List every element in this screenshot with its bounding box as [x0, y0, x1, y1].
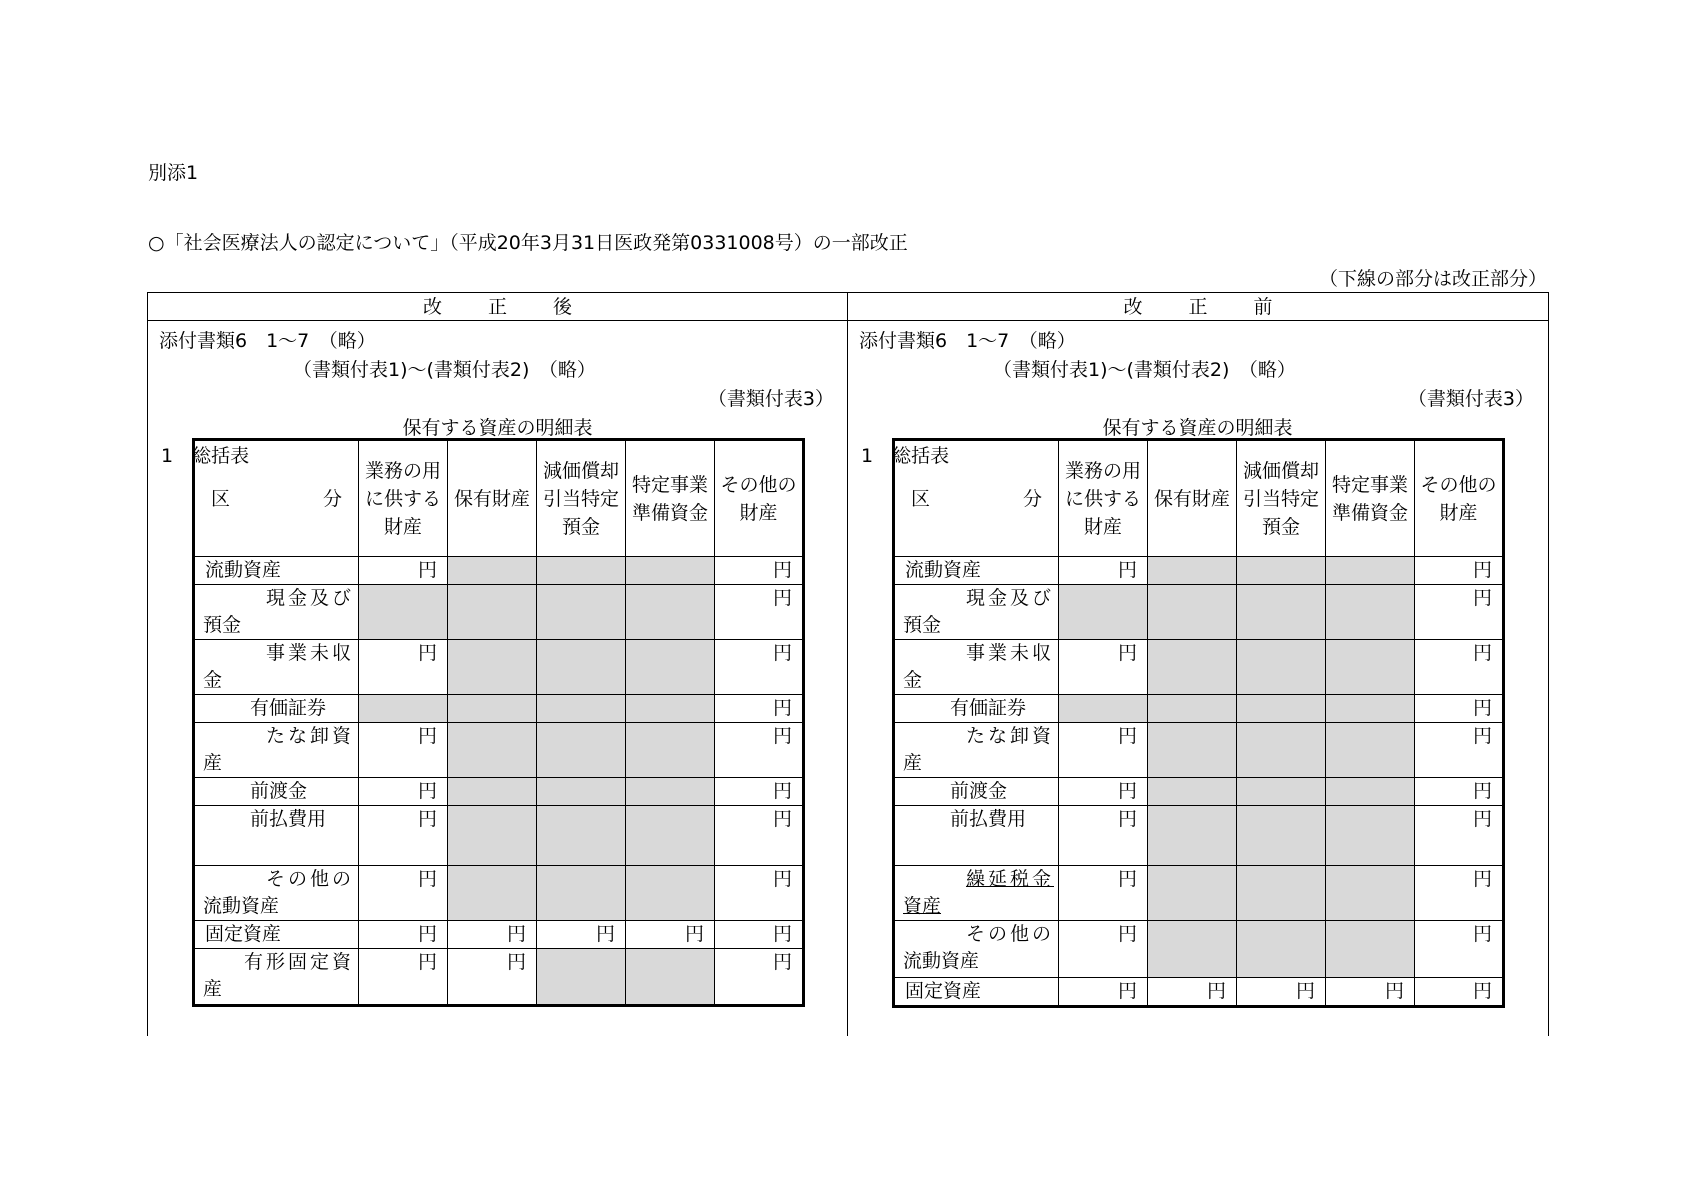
cell-shaded — [537, 723, 626, 778]
row-label-line2: 資産 — [903, 895, 942, 917]
cell-shaded — [448, 585, 537, 640]
section-heading: 1 総括表 — [861, 445, 950, 467]
form3-label: （書類付表3） — [707, 388, 834, 410]
table-row — [894, 557, 1504, 585]
col-kubun-2: 分 — [1022, 487, 1042, 510]
cell-shaded — [537, 695, 626, 723]
cell-shaded — [537, 778, 626, 806]
row-label-line2: 預金 — [203, 614, 242, 636]
row-label-line2: 産 — [903, 752, 923, 774]
col-kubun-1: 区 — [211, 487, 231, 510]
cell-shaded — [626, 778, 715, 806]
table-row — [194, 866, 804, 921]
cell-shaded — [1059, 695, 1148, 723]
cell: 円 — [1326, 978, 1415, 1007]
cell-shaded — [1148, 723, 1237, 778]
cell: 円 — [1415, 921, 1504, 978]
cell: 円 — [715, 557, 804, 585]
row-label-line2: 産 — [203, 752, 223, 774]
col-kubun-1: 区 — [911, 487, 931, 510]
cell-shaded — [1148, 778, 1237, 806]
cell: 円 — [715, 806, 804, 866]
row-label — [194, 723, 359, 778]
col-other-property: その他の財産 — [1415, 440, 1504, 557]
table-row — [894, 585, 1504, 640]
table-row — [194, 695, 804, 723]
cell-shaded — [448, 640, 537, 695]
header-row — [894, 440, 1504, 557]
col-special-reserve: 特定事業準備資金 — [626, 440, 715, 557]
cell: 円 — [715, 866, 804, 921]
table-row — [194, 557, 804, 585]
cell-shaded — [448, 723, 537, 778]
cell-shaded — [1326, 557, 1415, 585]
cell-shaded — [1237, 640, 1326, 695]
cell-shaded — [537, 640, 626, 695]
cell: 円 — [626, 921, 715, 949]
cell: 円 — [715, 723, 804, 778]
table-row — [194, 585, 804, 640]
cell-shaded — [626, 949, 715, 1006]
attachment-line: 添付書類6 1～7 （略） — [159, 330, 376, 352]
col-business-use: 業務の用に供する財産 — [359, 440, 448, 557]
cell-shaded — [537, 806, 626, 866]
cell: 円 — [1059, 640, 1148, 695]
col-business-use: 業務の用に供する財産 — [1059, 440, 1148, 557]
row-label-line1: たな卸資 — [965, 725, 1054, 747]
cell: 円 — [1415, 695, 1504, 723]
cell: 円 — [715, 695, 804, 723]
cell: 円 — [359, 949, 448, 1006]
row-label: 有価証券 — [894, 695, 1059, 723]
cell-shaded — [1326, 866, 1415, 921]
row-label: 前渡金 — [894, 778, 1059, 806]
row-label-line2: 産 — [203, 978, 223, 1000]
table-title: 保有する資産の明細表 — [1102, 417, 1293, 439]
cell: 円 — [1415, 866, 1504, 921]
attachment-line: 添付書類6 1～7 （略） — [859, 330, 1076, 352]
document-title: ○「社会医療法人の認定について」（平成20年3月31日医政発第0331008号）の一部改正 — [148, 232, 908, 254]
revision-note: （下線の部分は改正部分） — [1318, 268, 1547, 290]
cell-shaded — [1148, 921, 1237, 978]
cell-shaded — [1237, 778, 1326, 806]
cell-shaded — [1237, 866, 1326, 921]
row-label — [894, 640, 1059, 695]
cell: 円 — [715, 585, 804, 640]
col-other-property: その他の財産 — [715, 440, 804, 557]
cell-shaded — [448, 557, 537, 585]
row-label-line1: 事業未収 — [265, 642, 354, 664]
section-heading: 1 総括表 — [161, 445, 250, 467]
row-label-line1: たな卸資 — [265, 725, 354, 747]
row-label-line1: 事業未収 — [965, 642, 1054, 664]
cell: 円 — [1059, 806, 1148, 866]
cell-shaded — [448, 695, 537, 723]
row-label-line2: 預金 — [903, 614, 942, 636]
cell: 円 — [1415, 978, 1504, 1007]
cell: 円 — [359, 806, 448, 866]
row-label — [194, 640, 359, 695]
table-row — [194, 778, 804, 806]
row-label: 流動資産 — [194, 557, 359, 585]
cell-shaded — [626, 866, 715, 921]
row-label: 固定資産 — [194, 921, 359, 949]
cell: 円 — [1059, 778, 1148, 806]
cell-shaded — [1059, 585, 1148, 640]
row-label: 前払費用 — [194, 806, 359, 866]
row-label — [194, 949, 359, 1006]
row-label-line2: 金 — [903, 669, 923, 691]
after-asset-table — [192, 438, 805, 1007]
cell: 円 — [715, 640, 804, 695]
cell: 円 — [1059, 921, 1148, 978]
row-label — [894, 921, 1059, 978]
cell: 円 — [359, 557, 448, 585]
cell: 円 — [359, 921, 448, 949]
cell: 円 — [1059, 978, 1148, 1007]
table-row — [194, 949, 804, 1006]
table-row — [194, 723, 804, 778]
cell: 円 — [359, 866, 448, 921]
col-kubun — [894, 440, 1059, 557]
row-label-line1: 現金及び — [265, 587, 354, 609]
row-label-line1: 有形固定資 — [243, 951, 354, 973]
forms-line: （書類付表1)～(書類付表2) （略） — [293, 359, 596, 381]
cell-shaded — [1326, 640, 1415, 695]
cell-shaded — [1326, 806, 1415, 866]
cell: 円 — [359, 723, 448, 778]
row-label: 前払費用 — [894, 806, 1059, 866]
cell: 円 — [448, 949, 537, 1006]
cell-shaded — [359, 585, 448, 640]
cell-shaded — [448, 778, 537, 806]
comparison-table — [147, 292, 1549, 1036]
row-label — [894, 585, 1059, 640]
cell-shaded — [1237, 723, 1326, 778]
col-special-reserve: 特定事業準備資金 — [1326, 440, 1415, 557]
cell: 円 — [448, 921, 537, 949]
cell: 円 — [715, 921, 804, 949]
cell: 円 — [359, 640, 448, 695]
row-label-line2: 流動資産 — [203, 895, 280, 917]
cell-shaded — [1148, 585, 1237, 640]
cell-shaded — [1148, 695, 1237, 723]
row-label — [194, 866, 359, 921]
row-label-line1: 繰延税金 — [965, 868, 1054, 890]
table-row — [194, 640, 804, 695]
cell-shaded — [1237, 557, 1326, 585]
annex-label: 別添1 — [148, 162, 199, 184]
cell-shaded — [1237, 585, 1326, 640]
cell: 円 — [1415, 557, 1504, 585]
cell-shaded — [626, 723, 715, 778]
cell: 円 — [1415, 806, 1504, 866]
cell-shaded — [1326, 695, 1415, 723]
row-label-line2: 流動資産 — [903, 950, 980, 972]
row-label: 流動資産 — [894, 557, 1059, 585]
row-label-line1: 現金及び — [965, 587, 1054, 609]
cell: 円 — [715, 949, 804, 1006]
row-label — [194, 585, 359, 640]
cell-shaded — [626, 695, 715, 723]
cell: 円 — [1415, 585, 1504, 640]
cell-shaded — [448, 866, 537, 921]
cell-shaded — [626, 806, 715, 866]
cell-shaded — [626, 557, 715, 585]
cell-shaded — [1148, 557, 1237, 585]
cell-shaded — [537, 866, 626, 921]
cell-shaded — [1148, 806, 1237, 866]
row-label-line1: その他の — [265, 868, 354, 890]
table-row — [894, 866, 1504, 921]
table-row — [894, 640, 1504, 695]
cell-shaded — [1237, 921, 1326, 978]
cell: 円 — [1415, 778, 1504, 806]
col-depreciation-deposit: 減価償却引当特定預金 — [537, 440, 626, 557]
cell-shaded — [448, 806, 537, 866]
cell-shaded — [1148, 640, 1237, 695]
col-held-property: 保有財産 — [448, 440, 537, 557]
col-kubun — [194, 440, 359, 557]
row-label: 固定資産 — [894, 978, 1059, 1007]
cell-shaded — [537, 585, 626, 640]
cell: 円 — [1237, 978, 1326, 1007]
table-row — [894, 921, 1504, 978]
cell: 円 — [1415, 640, 1504, 695]
cell-shaded — [359, 695, 448, 723]
table-title: 保有する資産の明細表 — [402, 417, 593, 439]
cell-shaded — [1326, 778, 1415, 806]
cell-shaded — [537, 949, 626, 1006]
forms-line: （書類付表1)～(書類付表2) （略） — [993, 359, 1296, 381]
row-label: 前渡金 — [194, 778, 359, 806]
cell: 円 — [1148, 978, 1237, 1007]
cell: 円 — [359, 778, 448, 806]
cell-shaded — [1148, 866, 1237, 921]
header-row — [194, 440, 804, 557]
before-asset-table — [892, 438, 1505, 1008]
row-label-line1: その他の — [965, 923, 1054, 945]
cell-shaded — [1326, 585, 1415, 640]
table-row — [194, 921, 804, 949]
col-kubun-2: 分 — [322, 487, 342, 510]
cell-shaded — [1237, 695, 1326, 723]
cell-shaded — [626, 640, 715, 695]
form3-label: （書類付表3） — [1407, 388, 1534, 410]
cell: 円 — [537, 921, 626, 949]
table-row — [894, 806, 1504, 866]
cell-shaded — [1237, 806, 1326, 866]
cell: 円 — [1415, 723, 1504, 778]
cell-shaded — [1326, 921, 1415, 978]
row-label — [894, 723, 1059, 778]
cell: 円 — [715, 778, 804, 806]
after-header: 改正後 — [148, 293, 847, 321]
table-row — [894, 695, 1504, 723]
before-header: 改正前 — [848, 293, 1548, 321]
row-label-line2: 金 — [203, 669, 223, 691]
cell: 円 — [1059, 557, 1148, 585]
col-held-property: 保有財産 — [1148, 440, 1237, 557]
table-row — [894, 723, 1504, 778]
cell-shaded — [626, 585, 715, 640]
table-row — [894, 978, 1504, 1007]
cell: 円 — [1059, 866, 1148, 921]
row-label — [894, 866, 1059, 921]
row-label: 有価証券 — [194, 695, 359, 723]
table-row — [194, 806, 804, 866]
cell-shaded — [537, 557, 626, 585]
col-depreciation-deposit: 減価償却引当特定預金 — [1237, 440, 1326, 557]
cell: 円 — [1059, 723, 1148, 778]
cell-shaded — [1326, 723, 1415, 778]
table-row — [894, 778, 1504, 806]
